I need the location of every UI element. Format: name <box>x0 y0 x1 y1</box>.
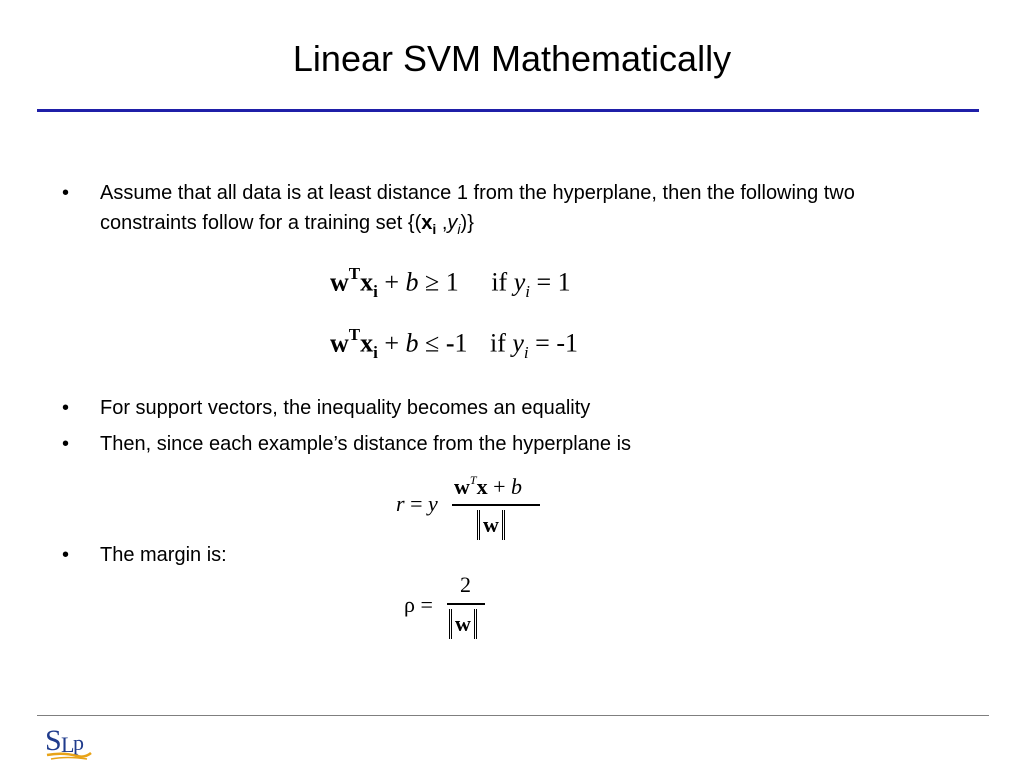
constraint-negative: $w^Tx_i + b \le -1$ if $y_i = -1$ <box>330 325 578 362</box>
bullet-dot: • <box>62 433 70 455</box>
bullet-text: Then, since each example’s distance from the hyperplane is <box>100 433 632 455</box>
bullet-dot: • <box>62 544 70 566</box>
bullet-distance <box>62 429 942 459</box>
constraint-positive: $w^Tx_i + b \ge 1$ if $y_i = 1$ <box>330 264 571 301</box>
svg-text:S: S <box>45 724 62 757</box>
bullet-text: For support vectors, the inequality becomes an equality <box>100 397 591 419</box>
bullet-margin <box>62 540 942 570</box>
margin-numerator: 2 <box>460 572 471 597</box>
footer-divider <box>37 715 989 716</box>
bullet-support-vectors <box>62 393 942 423</box>
margin-lhs: ρ = <box>404 592 433 617</box>
bullet-dot: • <box>62 397 70 419</box>
svg-text:p: p <box>73 730 84 755</box>
distance-lhs: r = y <box>396 491 438 516</box>
slide-title: Linear SVM Mathematically <box>292 38 732 79</box>
distance-numerator: $w^Tx + b$ <box>454 472 522 499</box>
bullet-assume <box>62 178 942 240</box>
margin-denominator: w <box>449 609 477 639</box>
distance-denominator: w <box>477 510 505 540</box>
bullet-text: The margin is: <box>100 544 227 566</box>
margin-fraction-bar <box>447 603 485 605</box>
distance-fraction-bar <box>452 504 540 506</box>
slp-logo <box>43 722 95 762</box>
title-divider <box>37 109 979 112</box>
svg-text:L: L <box>61 732 75 757</box>
bullet-text: Assume that all data is at least distance 1 from the hyperplane, then the following two constraints follow for a training set {($x_i$ $,y_i$)} <box>100 182 855 237</box>
bullet-dot: • <box>62 182 70 204</box>
